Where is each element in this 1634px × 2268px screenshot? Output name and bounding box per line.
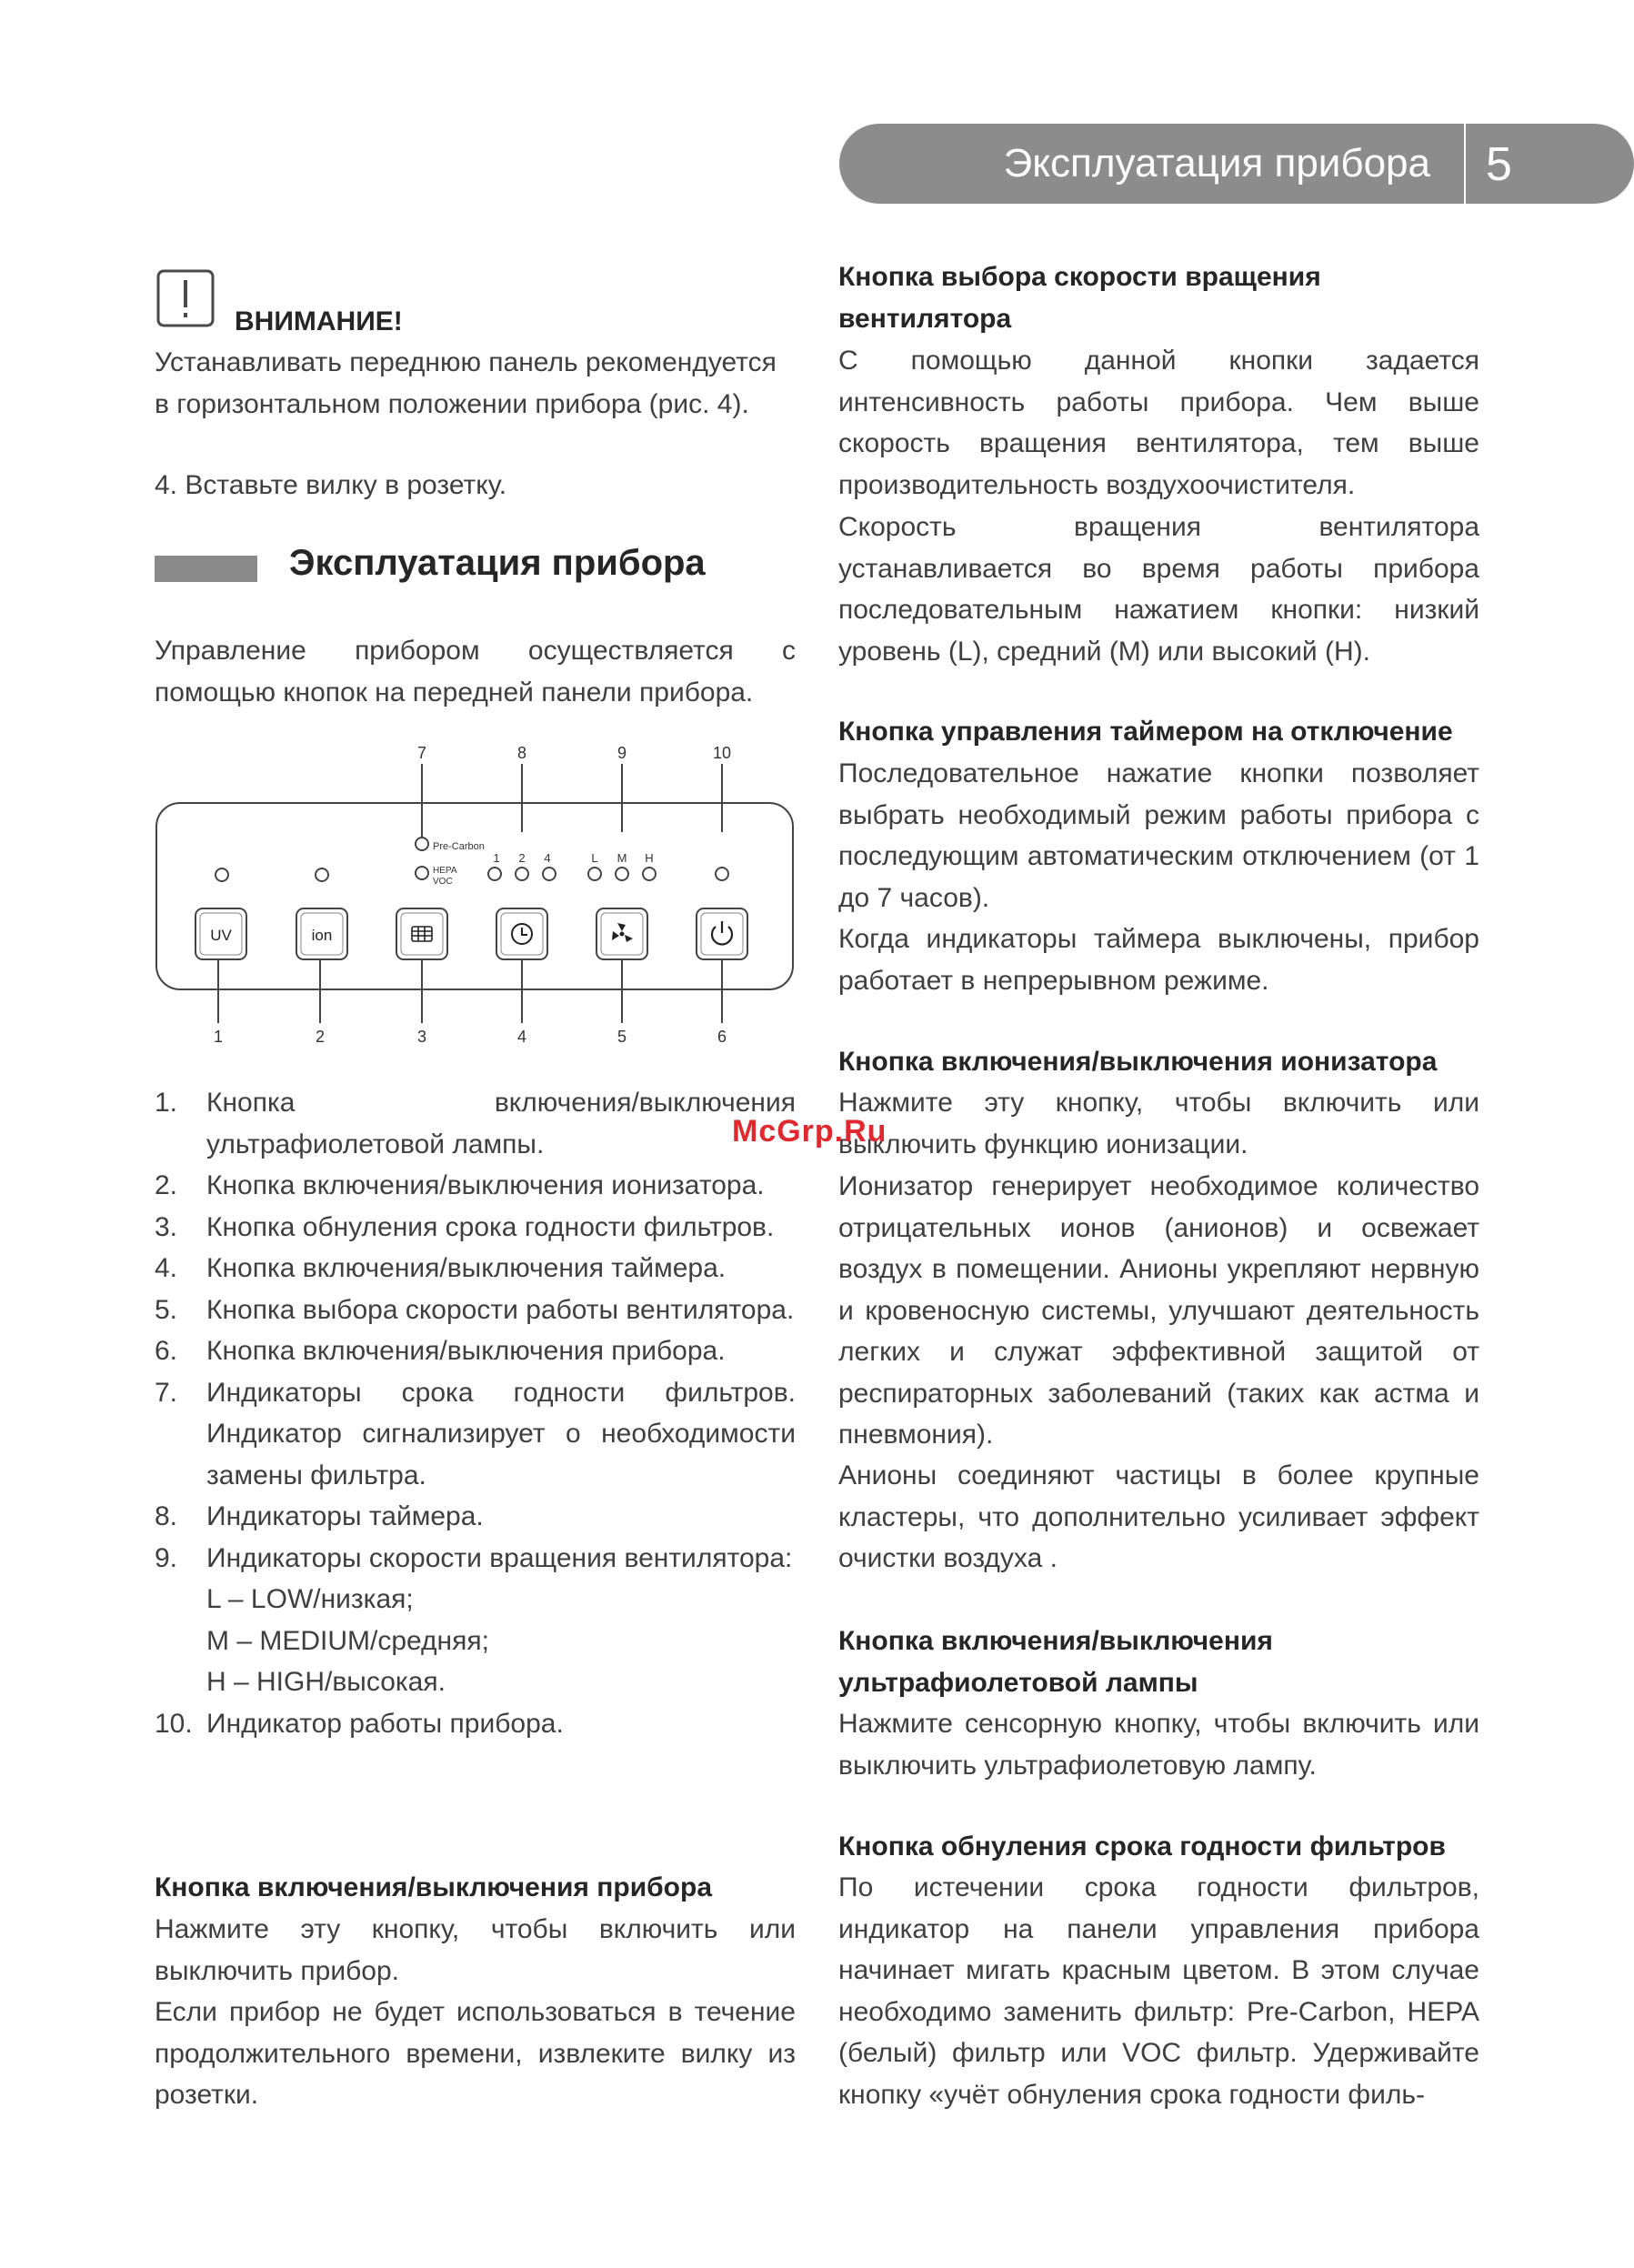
list-item: 4. Кнопка включения/выключения таймера. [155, 1253, 727, 1283]
warning-title: ВНИМАНИЕ! [235, 306, 403, 336]
uv-led [216, 868, 228, 881]
power-led [716, 868, 728, 880]
pre-carbon-label: Pre-Carbon [433, 841, 485, 852]
callout-10: 10 [712, 744, 732, 762]
callout-4: 4 [516, 1028, 527, 1046]
timer-led-1 [488, 868, 501, 880]
page-number: 5 [1486, 138, 1512, 191]
list-item: 8. Индикаторы таймера. [155, 1501, 484, 1531]
list-item: 5. Кнопка выбора скорости работы вентилятора. [155, 1294, 795, 1325]
voc-label: VOC [433, 877, 453, 887]
power-block-p2: Если прибор не будет использоваться в течение продолжительного времени, извлеките вилку из розетки. [155, 1997, 796, 2110]
speed-block-p1: С помощью данной кнопки задается интенсивность работы прибора. Чем выше скорость вращения вентилятора, тем выше производительность воздухоочистителя. [838, 346, 1479, 500]
step-4: 4. Вставьте вилку в розетку. [155, 470, 507, 500]
section-marker [155, 556, 257, 582]
callout-9: 9 [617, 744, 627, 762]
pre-carbon-led [416, 838, 428, 850]
callout-1: 1 [213, 1028, 224, 1046]
list-item: 1. Кнопка включения/выключения ультрафиолетовой лампы. [155, 1088, 796, 1159]
power-button [697, 908, 747, 959]
timer-led-4 [543, 868, 556, 880]
list-item: 3. Кнопка обнуления срока годности фильтров. [155, 1211, 775, 1242]
uv-block-title: Кнопка включения/выключения ультрафиолетовой лампы [838, 1626, 1273, 1698]
timer-block-p1: Последовательное нажатие кнопки позволяет выбрать необходимый режим работы прибора с последующим автоматическим отключением (от 1 до 7 часов). [838, 758, 1479, 913]
timer-led-2 [516, 868, 528, 880]
control-panel-diagram [153, 737, 798, 1050]
watermark: McGrp.Ru [732, 1114, 887, 1149]
list-item: 2. Кнопка включения/выключения ионизатора. [155, 1170, 765, 1200]
speed-block-title: Кнопка выбора скорости вращения вентилятора [838, 262, 1321, 334]
filter-block-p1: По истечении срока годности фильтров, индикатор на панели управления прибора начинает мигать красным цветом. В этом случае необходимо заменить фильтр: Pre-Carbon, HEPA (белый) фильтр или VOC фильтр. Удерживайте кнопку «учёт обнуления срока годности филь- [838, 1872, 1479, 2110]
exclamation-icon [156, 269, 215, 327]
header-title: Эксплуатация прибора [1003, 141, 1430, 186]
warning-text: Устанавливать переднюю панель рекомендуется в горизонтальном положении прибора (рис. 4). [155, 347, 777, 419]
timer-label-2: 2 [518, 851, 526, 865]
timer-label-4: 4 [544, 851, 551, 865]
speed-led-l [588, 868, 601, 880]
ion-block-p3: Анионы соединяют частицы в более крупные кластеры, что дополнительно усиливает эффект очистки воздуха . [838, 1460, 1479, 1573]
callout-6: 6 [717, 1028, 727, 1046]
section-intro: Управление прибором осуществляется с помощью кнопок на передней панели прибора. [155, 636, 796, 707]
speed-sub-high: H – HIGH/высокая. [206, 1667, 446, 1697]
speed-label-h: H [645, 851, 654, 865]
speed-sub-low: L – LOW/низкая; [206, 1584, 414, 1614]
hepa-voc-led [416, 867, 428, 879]
callout-5: 5 [617, 1028, 627, 1046]
section-title: Эксплуатация прибора [289, 543, 706, 583]
speed-led-m [616, 868, 628, 880]
filter-reset-button [396, 908, 447, 959]
timer-block-p2: Когда индикаторы таймера выключены, прибор работает в непрерывном режиме. [838, 924, 1479, 996]
list-item: 7. Индикаторы срока годности фильтров. Индикатор сигнализирует о необходимости замены фильтра. [155, 1377, 796, 1490]
speed-sub-medium: M – MEDIUM/средняя; [206, 1625, 489, 1656]
ion-block-title: Кнопка включения/выключения ионизатора [838, 1047, 1438, 1077]
filter-block-title: Кнопка обнуления срока годности фильтров [838, 1831, 1446, 1862]
hepa-label: HEPA [433, 866, 457, 876]
speed-led-h [643, 868, 656, 880]
callout-8: 8 [516, 744, 527, 762]
speed-label-m: M [617, 851, 627, 865]
page-number-tab [1466, 124, 1634, 204]
callout-7: 7 [416, 744, 427, 762]
ion-led [316, 868, 328, 881]
list-item: 6. Кнопка включения/выключения прибора. [155, 1336, 726, 1366]
power-block-p1: Нажмите эту кнопку, чтобы включить или выключить прибор. [155, 1914, 796, 1986]
list-item: 10. Индикатор работы прибора. [155, 1708, 564, 1739]
timer-block-title: Кнопка управления таймером на отключение [838, 717, 1453, 747]
controls-list [155, 1082, 796, 1744]
callout-2: 2 [315, 1028, 326, 1046]
uv-button-label: UV [210, 927, 232, 944]
timer-label-1: 1 [493, 851, 500, 865]
ion-button-label: ion [311, 927, 333, 944]
speed-block-p2: Скорость вращения вентилятора устанавливается во время работы прибора последовательным нажатием кнопки: низкий уровень (L), средний (M) или высокий (H). [838, 512, 1479, 667]
ion-block-p1: Нажмите эту кнопку, чтобы включить или выключить функцию ионизации. [838, 1088, 1479, 1159]
ion-block-p2: Ионизатор генерирует необходимое количество отрицательных ионов (анионов) и освежает воздух в помещении. Анионы укрепляют нервную и кровеносную системы, улучшают деятельность легких и служат эффективной защитой от респираторных заболеваний (таких как астма и пневмония). [838, 1171, 1479, 1450]
uv-block-p1: Нажмите сенсорную кнопку, чтобы включить или выключить ультрафиолетовую лампу. [838, 1709, 1479, 1781]
callout-3: 3 [416, 1028, 427, 1046]
list-item: 9. Индикаторы скорости вращения вентилятора: L – LOW/низкая; M – MEDIUM/средняя; H – HIGH/высокая. [155, 1538, 796, 1703]
power-block-title: Кнопка включения/выключения прибора [155, 1872, 713, 1902]
speed-label-l: L [591, 851, 598, 865]
